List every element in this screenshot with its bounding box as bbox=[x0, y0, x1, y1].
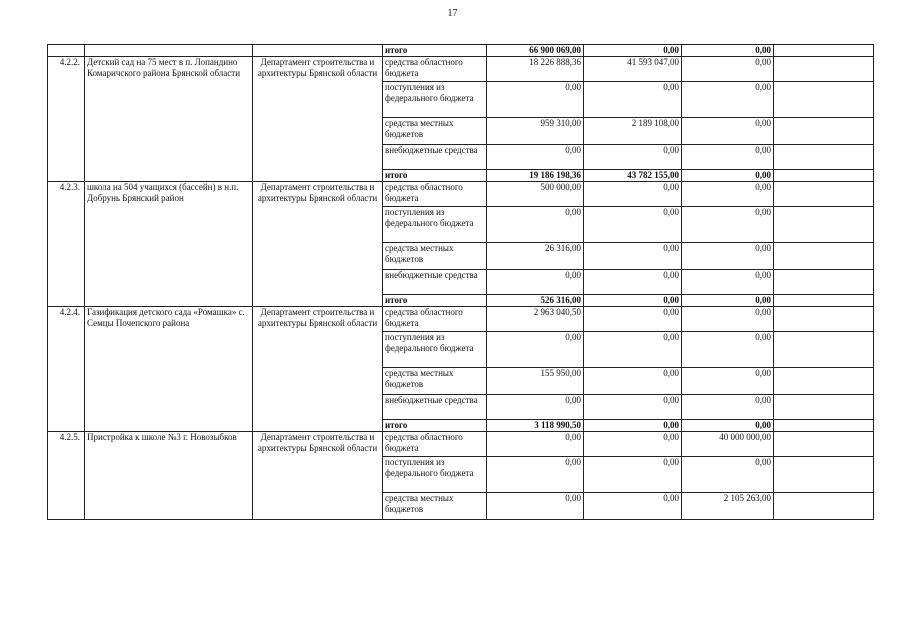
amount-1: 0,00 bbox=[487, 207, 584, 243]
amount-1: 26 316,00 bbox=[487, 243, 584, 270]
amount-1: 0,00 bbox=[487, 332, 584, 368]
funding-source: средства местных бюджетов bbox=[383, 243, 487, 270]
empty-cell bbox=[774, 420, 874, 432]
funding-source: поступления из федерального бюджета bbox=[383, 207, 487, 243]
amount-2: 0,00 bbox=[584, 332, 682, 368]
funding-row bbox=[48, 432, 874, 457]
funding-source: средства областного бюджета bbox=[383, 57, 487, 82]
amount-3: 0,00 bbox=[682, 457, 774, 493]
funding-source: средства местных бюджетов bbox=[383, 118, 487, 145]
funding-row bbox=[48, 57, 874, 82]
amount-2: 0,00 bbox=[584, 270, 682, 295]
total-label: итого bbox=[383, 420, 487, 432]
project-name: школа на 504 учащихся (бассейн) в н.п. Добрунь Брянский район bbox=[85, 182, 253, 307]
amount-1: 0,00 bbox=[487, 457, 584, 493]
amount-1: 0,00 bbox=[487, 395, 584, 420]
amount-2: 0,00 bbox=[584, 207, 682, 243]
amount-2: 0,00 bbox=[584, 457, 682, 493]
total-amount-2: 0,00 bbox=[584, 295, 682, 307]
empty-cell bbox=[774, 243, 874, 270]
project-executor: Департамент строительства и архитектуры Брянской области bbox=[253, 182, 383, 307]
funding-row bbox=[48, 307, 874, 332]
amount-3: 0,00 bbox=[682, 118, 774, 145]
amount-1: 0,00 bbox=[487, 493, 584, 520]
budget-table-body bbox=[48, 45, 874, 520]
empty-cell bbox=[48, 45, 85, 57]
empty-cell bbox=[774, 145, 874, 170]
empty-cell bbox=[774, 82, 874, 118]
amount-2: 0,00 bbox=[584, 182, 682, 207]
total-value-2: 0,00 bbox=[584, 45, 682, 57]
project-code: 4.2.3. bbox=[48, 182, 85, 307]
empty-cell bbox=[774, 295, 874, 307]
amount-3: 0,00 bbox=[682, 207, 774, 243]
funding-source: поступления из федерального бюджета bbox=[383, 332, 487, 368]
amount-3: 0,00 bbox=[682, 307, 774, 332]
amount-2: 0,00 bbox=[584, 307, 682, 332]
funding-source: средства местных бюджетов bbox=[383, 493, 487, 520]
total-amount-3: 0,00 bbox=[682, 170, 774, 182]
empty-cell bbox=[253, 45, 383, 57]
project-name: Детский сад на 75 мест в п. Лопандино Комаричского района Брянской области bbox=[85, 57, 253, 182]
total-amount-1: 526 316,00 bbox=[487, 295, 584, 307]
empty-cell bbox=[774, 457, 874, 493]
amount-1: 0,00 bbox=[487, 270, 584, 295]
empty-cell bbox=[774, 45, 874, 57]
amount-1: 959 310,00 bbox=[487, 118, 584, 145]
funding-source: внебюджетные средства bbox=[383, 270, 487, 295]
amount-3: 40 000 000,00 bbox=[682, 432, 774, 457]
total-amount-2: 0,00 bbox=[584, 420, 682, 432]
amount-1: 2 963 040,50 bbox=[487, 307, 584, 332]
amount-1: 0,00 bbox=[487, 432, 584, 457]
empty-cell bbox=[774, 395, 874, 420]
funding-source: средства областного бюджета bbox=[383, 307, 487, 332]
empty-cell bbox=[774, 118, 874, 145]
empty-cell bbox=[774, 307, 874, 332]
funding-source: поступления из федерального бюджета bbox=[383, 82, 487, 118]
amount-2: 0,00 bbox=[584, 493, 682, 520]
project-code: 4.2.5. bbox=[48, 432, 85, 520]
amount-3: 0,00 bbox=[682, 182, 774, 207]
project-executor: Департамент строительства и архитектуры Брянской области bbox=[253, 432, 383, 520]
amount-2: 41 593 047,00 bbox=[584, 57, 682, 82]
total-value-1: 66 900 069,00 bbox=[487, 45, 584, 57]
amount-3: 0,00 bbox=[682, 82, 774, 118]
empty-cell bbox=[774, 57, 874, 82]
amount-3: 0,00 bbox=[682, 395, 774, 420]
total-amount-3: 0,00 bbox=[682, 420, 774, 432]
amount-1: 0,00 bbox=[487, 145, 584, 170]
empty-cell bbox=[85, 45, 253, 57]
total-amount-1: 3 118 990,50 bbox=[487, 420, 584, 432]
budget-table bbox=[47, 44, 874, 520]
empty-cell bbox=[774, 332, 874, 368]
total-amount-1: 19 186 198,36 bbox=[487, 170, 584, 182]
funding-source: поступления из федерального бюджета bbox=[383, 457, 487, 493]
empty-cell bbox=[774, 493, 874, 520]
empty-cell bbox=[774, 368, 874, 395]
total-label: итого bbox=[383, 45, 487, 57]
empty-cell bbox=[774, 207, 874, 243]
amount-2: 0,00 bbox=[584, 145, 682, 170]
amount-3: 0,00 bbox=[682, 57, 774, 82]
total-label: итого bbox=[383, 170, 487, 182]
amount-1: 18 226 888,36 bbox=[487, 57, 584, 82]
total-amount-2: 43 782 155,00 bbox=[584, 170, 682, 182]
top-total-row bbox=[48, 45, 874, 57]
amount-1: 0,00 bbox=[487, 82, 584, 118]
funding-source: средства областного бюджета bbox=[383, 182, 487, 207]
amount-2: 0,00 bbox=[584, 395, 682, 420]
project-executor: Департамент строительства и архитектуры Брянской области bbox=[253, 307, 383, 432]
empty-cell bbox=[774, 182, 874, 207]
amount-2: 0,00 bbox=[584, 368, 682, 395]
amount-2: 2 189 108,00 bbox=[584, 118, 682, 145]
page-number: 17 bbox=[447, 8, 458, 19]
amount-3: 0,00 bbox=[682, 243, 774, 270]
empty-cell bbox=[774, 170, 874, 182]
amount-3: 0,00 bbox=[682, 368, 774, 395]
empty-cell bbox=[774, 270, 874, 295]
funding-source: внебюджетные средства bbox=[383, 145, 487, 170]
total-amount-3: 0,00 bbox=[682, 295, 774, 307]
amount-3: 0,00 bbox=[682, 270, 774, 295]
amount-3: 0,00 bbox=[682, 332, 774, 368]
funding-source: средства областного бюджета bbox=[383, 432, 487, 457]
empty-cell bbox=[774, 432, 874, 457]
amount-3: 0,00 bbox=[682, 145, 774, 170]
project-name: Пристройка к школе №3 г. Новозыбков bbox=[85, 432, 253, 520]
amount-3: 2 105 263,00 bbox=[682, 493, 774, 520]
project-code: 4.2.2. bbox=[48, 57, 85, 182]
funding-row bbox=[48, 182, 874, 207]
amount-2: 0,00 bbox=[584, 82, 682, 118]
total-label: итого bbox=[383, 295, 487, 307]
amount-2: 0,00 bbox=[584, 243, 682, 270]
amount-1: 155 950,00 bbox=[487, 368, 584, 395]
project-name: Газификация детского сада «Ромашка» с. Семцы Почепского района bbox=[85, 307, 253, 432]
amount-1: 500 000,00 bbox=[487, 182, 584, 207]
project-code: 4.2.4. bbox=[48, 307, 85, 432]
project-executor: Департамент строительства и архитектуры Брянской области bbox=[253, 57, 383, 182]
total-value-3: 0,00 bbox=[682, 45, 774, 57]
funding-source: средства местных бюджетов bbox=[383, 368, 487, 395]
funding-source: внебюджетные средства bbox=[383, 395, 487, 420]
amount-2: 0,00 bbox=[584, 432, 682, 457]
